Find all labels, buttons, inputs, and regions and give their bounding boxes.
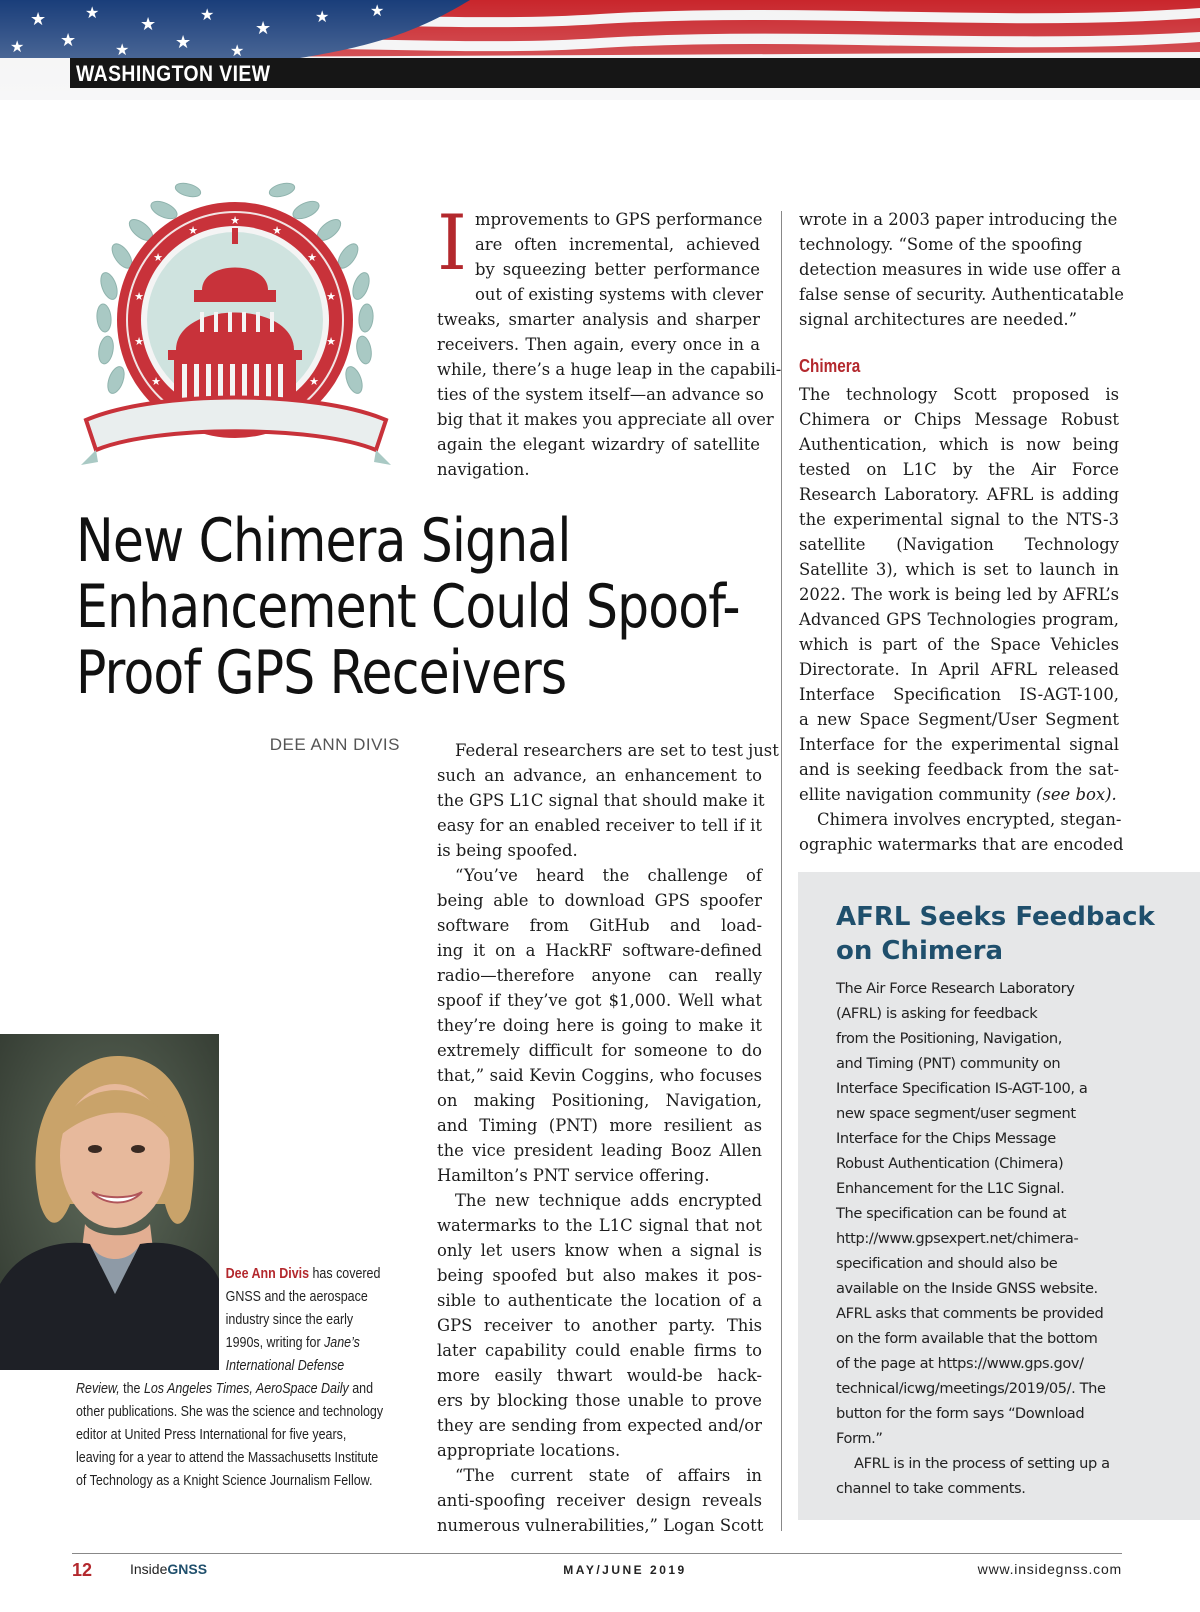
text-run: later capability could enable firms to [437, 1341, 762, 1360]
text-line [437, 988, 762, 1013]
text-line: AFRL asks that comments be provided [836, 1305, 1104, 1322]
text-line: The specification can be found at [836, 1205, 1067, 1222]
text-run: Advanced GPS Technologies program, [799, 610, 1119, 629]
text-line [799, 407, 1119, 432]
column-divider [781, 211, 782, 1531]
text-line: detection measures in wide use offer a [799, 260, 1121, 279]
text-run: “You’ve heard the challenge of [455, 866, 762, 885]
text-line: receivers. Then again, every once in a [437, 335, 760, 354]
brand-inside: Inside [130, 1561, 168, 1577]
text-line: tweaks, smarter analysis and sharper [437, 310, 760, 329]
text-run: 1990s, writing for [225, 1335, 325, 1351]
text-line [799, 807, 1122, 832]
text-run: Los Angeles Times, AeroSpace Daily [143, 1381, 349, 1397]
text-line [437, 763, 762, 788]
text-run: industry since the early [225, 1312, 354, 1328]
author-name: Dee Ann Divis [225, 1266, 310, 1282]
body-column-2 [799, 382, 1124, 857]
text-run: Chimera or Chips Message Robust [799, 410, 1119, 429]
text-run: and [348, 1381, 374, 1397]
author-bio [76, 1263, 384, 1493]
svg-text:★: ★ [272, 224, 282, 237]
website-url: www.insidegnss.com [977, 1561, 1122, 1577]
text-line [799, 682, 1119, 707]
footer-divider [72, 1553, 1122, 1554]
drop-cap: I [437, 198, 468, 287]
text-line: technology. “Some of the spoofing [799, 235, 1083, 254]
text-run: Interface for the experimental signal [799, 735, 1119, 754]
text-line [799, 632, 1119, 657]
text-run: easy for an enabled receiver to tell if it [437, 816, 762, 835]
text-line [437, 1263, 762, 1288]
text-run: such an advance, an enhancement to [437, 766, 762, 785]
text-run: they are sending from expected and/or [437, 1416, 762, 1435]
text-run: ellite navigation community [799, 785, 1031, 804]
text-run: the GPS L1C signal that should make it [437, 791, 765, 810]
text-run: watermarks to the L1C signal that not [437, 1216, 762, 1235]
text-line [437, 1463, 762, 1488]
bio-line [76, 1401, 384, 1424]
text-line [437, 1313, 762, 1338]
text-line [437, 1063, 762, 1088]
text-run: Hamilton’s PNT service offering. [437, 1166, 710, 1185]
text-line [437, 1338, 762, 1363]
text-run: being able to download GPS spoofer [437, 891, 762, 910]
author-byline: DEE ANN DIVIS [269, 735, 400, 754]
text-run: Review, [76, 1381, 120, 1397]
text-line [437, 1438, 762, 1463]
subheading-chimera: Chimera [799, 356, 861, 376]
text-line [799, 732, 1119, 757]
svg-text:★: ★ [326, 335, 336, 348]
text-line [437, 1488, 762, 1513]
svg-text:★: ★ [309, 375, 319, 388]
text-line: channel to take comments. [836, 1480, 1026, 1497]
text-run: a new Space Segment/User Segment [799, 710, 1119, 729]
text-line [437, 788, 765, 813]
text-line [437, 1388, 762, 1413]
text-run: ers by blocking those unable to prove [437, 1391, 762, 1410]
svg-text:★: ★ [307, 251, 317, 264]
bio-line [76, 1424, 364, 1447]
text-line [437, 1188, 762, 1213]
text-run: spoof if they’ve got $1,000. Well what [437, 991, 762, 1010]
headline-line: Proof GPS Receivers [76, 638, 567, 708]
text-run-italic: (see box). [1036, 785, 1117, 804]
text-line [437, 863, 762, 888]
text-line [437, 738, 779, 763]
bio-line [76, 1470, 373, 1493]
text-run: extremely difficult for someone to do [437, 1041, 762, 1060]
text-line [799, 657, 1119, 682]
body-column-2-top [799, 207, 1124, 332]
text-run: Directorate. In April AFRL released [799, 660, 1119, 679]
text-run: software from GitHub and load- [437, 916, 762, 935]
text-line: navigation. [437, 460, 530, 479]
bio-line [76, 1263, 381, 1286]
text-line [799, 382, 1119, 407]
sidebar-title: AFRL Seeks Feedback on Chimera [836, 902, 1155, 966]
text-run: Authentication, which is now being [799, 435, 1119, 454]
text-run: Satellite 3), which is set to launch in [799, 560, 1119, 579]
text-line [437, 1113, 762, 1138]
text-line [437, 1413, 762, 1438]
text-line [437, 963, 762, 988]
issue-date: MAY/JUNE 2019 [563, 1563, 687, 1577]
text-line: mprovements to GPS performance [475, 210, 763, 229]
text-line: are often incremental, achieved [475, 235, 760, 254]
text-run: Chimera involves encrypted, stegan- [817, 810, 1122, 829]
text-run: that,” said Kevin Coggins, who focuses [437, 1066, 762, 1085]
text-run: Jane’s [324, 1335, 360, 1351]
text-run: Federal researchers are set to test just [455, 741, 779, 760]
svg-text:★: ★ [151, 375, 161, 388]
svg-text:★: ★ [188, 224, 198, 237]
text-run: they’re doing here is going to make it [437, 1016, 762, 1035]
text-line [437, 813, 762, 838]
text-line: signal architectures are needed.” [799, 310, 1078, 329]
text-line: false sense of security. Authenticatable [799, 285, 1124, 304]
text-run: ographic watermarks that are encoded [799, 835, 1124, 854]
publication-name [130, 1561, 207, 1577]
text-run: International Defense [225, 1358, 345, 1374]
text-line [799, 782, 1119, 807]
bio-line [76, 1309, 364, 1332]
brand-gnss: GNSS [167, 1561, 208, 1577]
svg-text:★: ★ [326, 290, 336, 303]
text-line: out of existing systems with clever [475, 285, 764, 304]
text-run: tested on L1C by the Air Force [799, 460, 1119, 479]
text-line: Interface for the Chips Message [836, 1130, 1056, 1147]
text-run: of Technology as a Knight Science Journalism Fellow. [76, 1473, 373, 1489]
text-line [437, 1138, 762, 1163]
text-run: the experimental signal to the NTS-3 [799, 510, 1119, 529]
svg-text:★: ★ [134, 335, 144, 348]
text-line [799, 832, 1124, 857]
text-line [437, 1163, 762, 1188]
text-line: of the page at https://www.gps.gov/ [836, 1355, 1084, 1372]
svg-text:★: ★ [134, 290, 144, 303]
text-line: from the Positioning, Navigation, [836, 1030, 1063, 1047]
text-line [799, 432, 1119, 457]
text-line [437, 1513, 762, 1538]
text-run: only let users know when a signal is [437, 1241, 762, 1260]
text-run: satellite (Navigation Technology [799, 535, 1119, 554]
text-run: the vice president leading Booz Allen [437, 1141, 762, 1160]
bio-line [76, 1355, 364, 1378]
text-run: sible to authenticate the location of a [437, 1291, 762, 1310]
text-run: Research Laboratory. AFRL is adding [799, 485, 1119, 504]
text-run: being spoofed but also makes it pos- [437, 1266, 762, 1285]
text-line [437, 838, 762, 863]
text-run: editor at United Press International for five years, [76, 1427, 347, 1443]
text-line [437, 1238, 762, 1263]
text-line [437, 888, 762, 913]
text-run: The technology Scott proposed is [799, 385, 1119, 404]
text-line: and Timing (PNT) community on [836, 1055, 1061, 1072]
text-run: the [119, 1381, 144, 1397]
text-line: on the form available that the bottom [836, 1330, 1098, 1347]
text-line: wrote in a 2003 paper introducing the [799, 210, 1118, 229]
section-label: WASHINGTON VIEW [76, 61, 271, 86]
body-column-1 [437, 738, 779, 1538]
text-run: appropriate locations. [437, 1441, 621, 1460]
text-run: numerous vulnerabilities,” Logan Scott [437, 1516, 764, 1535]
text-line [799, 757, 1119, 782]
text-line [437, 1013, 762, 1038]
text-line: (AFRL) is asking for feedback [836, 1005, 1038, 1022]
text-run: ing it on a HackRF software-defined [437, 941, 762, 960]
text-run: has covered [309, 1266, 381, 1282]
text-run: leaving for a year to attend the Massachusetts Institute [76, 1450, 379, 1466]
text-line: available on the Inside GNSS website. [836, 1280, 1098, 1297]
text-run: other publications. She was the science and technology [76, 1404, 384, 1420]
text-line [437, 1038, 762, 1063]
text-run: is being spoofed. [437, 841, 578, 860]
headline-line: New Chimera Signal [76, 506, 571, 576]
text-run: Interface Specification IS-AGT-100, [799, 685, 1119, 704]
text-line [437, 1288, 762, 1313]
text-line: big that it makes you appreciate all over [437, 410, 774, 429]
text-line [437, 1363, 762, 1388]
text-run: and Timing (PNT) more resilient as [437, 1116, 762, 1135]
text-run: 2022. The work is being led by AFRL’s [799, 585, 1119, 604]
text-line: button for the form says “Download [836, 1405, 1085, 1422]
text-line: again the elegant wizardry of satellite [437, 435, 760, 454]
text-run: “The current state of affairs in [455, 1466, 762, 1485]
svg-text:★: ★ [153, 251, 163, 264]
text-line: Robust Authentication (Chimera) [836, 1155, 1064, 1172]
text-run: anti-spoofing receiver design reveals [437, 1491, 762, 1510]
text-line [799, 557, 1119, 582]
text-line: Interface Specification IS-AGT-100, a [836, 1080, 1088, 1097]
text-line [437, 938, 762, 963]
text-line: by squeezing better performance [475, 260, 760, 279]
text-line [799, 707, 1119, 732]
headline-line: Enhancement Could Spoof- [76, 572, 740, 642]
page-number: 12 [72, 1560, 93, 1580]
text-line: new space segment/user segment [836, 1105, 1076, 1122]
bio-line [76, 1332, 364, 1355]
text-line [437, 913, 762, 938]
text-line [799, 532, 1119, 557]
text-line: specification and should also be [836, 1255, 1058, 1272]
text-line [799, 582, 1119, 607]
article-headline [76, 506, 740, 708]
text-line [437, 1088, 762, 1113]
text-line [437, 1213, 762, 1238]
text-line: ties of the system itself—an advance so [437, 385, 764, 404]
sidebar-body [836, 976, 1156, 1501]
text-line: while, there’s a huge leap in the capabili- [437, 360, 782, 379]
capitol-dome-laurel-emblem-icon [76, 150, 394, 480]
text-line [799, 482, 1119, 507]
text-line: AFRL is in the process of setting up a [854, 1455, 1110, 1472]
text-run: which is part of the Space Vehicles [799, 635, 1119, 654]
intro-paragraph [437, 198, 782, 482]
text-run: GNSS and the aerospace [225, 1289, 368, 1305]
text-run: The new technique adds encrypted [455, 1191, 762, 1210]
text-run: on making Positioning, Navigation, [437, 1091, 762, 1110]
bio-line [76, 1447, 379, 1470]
text-line [799, 607, 1119, 632]
svg-text:★: ★ [230, 214, 240, 227]
text-line: Enhancement for the L1C Signal. [836, 1180, 1065, 1197]
text-line: http://www.gpsexpert.net/chimera- [836, 1230, 1079, 1247]
text-line: Form.” [836, 1430, 883, 1447]
text-line [799, 507, 1119, 532]
bio-line [76, 1286, 368, 1309]
text-run: GPS receiver to another party. This [437, 1316, 762, 1335]
text-line [799, 457, 1119, 482]
text-run: more easily thwart would-be hack- [437, 1366, 762, 1385]
text-line: The Air Force Research Laboratory [836, 980, 1075, 997]
bio-line [76, 1378, 374, 1401]
text-run: and is seeking feedback from the sat- [799, 760, 1119, 779]
text-run: radio—therefore anyone can really [437, 966, 762, 985]
text-line: technical/icwg/meetings/2019/05/. The [836, 1380, 1106, 1397]
